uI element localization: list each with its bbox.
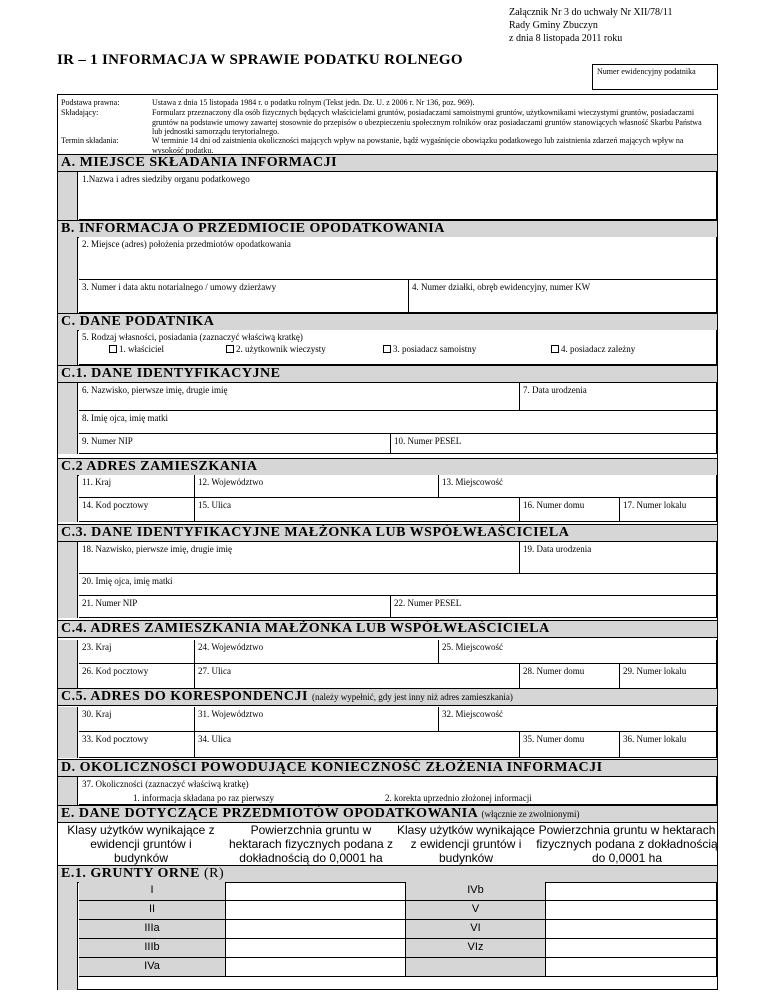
gutter [58, 475, 78, 522]
col-header-classes-right: Klasy użytków wynikające z ewidencji gruntów i budynków [396, 823, 536, 865]
section-c5-title: C.5. ADRES DO KORESPONDENCJI [61, 689, 308, 704]
class-cell: VIz [406, 939, 546, 958]
taxpayer-number-field[interactable] [592, 64, 718, 90]
notarial-act-label: 3. Numer i data aktu notarialnego / umowy dzierżawy [82, 282, 277, 292]
area-input[interactable] [546, 958, 717, 977]
section-c5-header [58, 688, 717, 706]
gutter [58, 542, 78, 618]
parents-names-label: 8. Imię ojca, imię matki [82, 413, 168, 423]
gutter [58, 640, 78, 690]
mail-apartment-number-field[interactable] [620, 732, 717, 758]
deadline-text: W terminie 14 dni od zaistnienia okoliczności mających wpływ na powstanie, bądź wygaśnięcie obowiązku podatkowego lub zaistnienia zdarzeń mających wpływ na wysokość podatku. [152, 136, 684, 155]
col-header-area-left: Powierzchnia gruntu w hektarach fizycznych podana z dokładnością do 0,0001 ha [228, 823, 394, 865]
submitter-text: Formularz przeznaczony dla osób fizycznych będących właścicielami gruntów, posiadaczami samoistnymi gruntów, użytkownikami wieczystymi gruntów, posiadaczami gruntów na podstawie umowy zawartej stosownie do przepisów o ubezpieczeniu społecznym rolników oraz posiadaczami gruntów stanowiących własność Skarbu Państwa lub jednostki samorządu terytorialnego. [152, 108, 702, 136]
checkbox-icon [551, 345, 559, 353]
spouse-locality-field[interactable] [439, 640, 717, 664]
gutter [58, 383, 78, 454]
section-b-header: B. INFORMACJA O PRZEDMIOCIE OPODATKOWANIA [58, 220, 717, 238]
plot-number-field[interactable] [409, 280, 717, 313]
postal-code-label: 14. Kod pocztowy [82, 500, 149, 510]
area-input[interactable] [226, 939, 406, 958]
parents-names-field[interactable] [79, 411, 717, 434]
area-input[interactable] [226, 882, 406, 901]
form-title: IR – 1 INFORMACJA W SPRAWIE PODATKU ROLNEGO [57, 52, 463, 68]
apartment-number-field[interactable] [620, 498, 717, 522]
section-c3-header: C.3. DANE IDENTYFIKACYJNE MAŁŻONKA LUB WSPÓŁWŁAŚCICIELA [58, 524, 717, 542]
deadline-label: Termin składania: [61, 136, 119, 145]
resolution-note-line1: Załącznik Nr 3 do uchwały Nr XII/78/11 [509, 7, 673, 18]
spouse-parents-field[interactable] [79, 574, 717, 596]
class-cell: IVa [79, 958, 226, 977]
country-field[interactable] [79, 475, 195, 498]
submitter-label: Składający: [61, 108, 99, 117]
legal-basis-label: Podstawa prawna: [61, 98, 120, 107]
legal-basis-text: Ustawa z dnia 15 listopada 1984 r. o podatku rolnym (Tekst jedn. Dz. U. z 2006 r. Nr 136, poz. 969). [152, 98, 475, 107]
section-c4-header: C.4. ADRES ZAMIESZKANIA MAŁŻONKA LUB WSPÓŁWŁAŚCICIELA [58, 620, 717, 638]
area-input[interactable] [226, 920, 406, 939]
property-location-label: 2. Miejsce (adres) położenia przedmiotów opodatkowania [82, 239, 291, 249]
nip-field[interactable] [79, 434, 391, 454]
mail-house-number-field[interactable] [520, 732, 620, 758]
checkbox-icon [383, 345, 391, 353]
section-e1-title: E.1. GRUNTY ORNE [61, 866, 200, 881]
checkbox-icon [109, 345, 117, 353]
mail-voivodeship-field[interactable] [195, 707, 439, 732]
apartment-number-label: 17. Numer lokalu [623, 500, 687, 510]
section-c5-note: (należy wypełnić, gdy jest inny niż adres zamieszkania) [311, 692, 513, 702]
spouse-apartment-number-field[interactable] [620, 664, 717, 690]
spouse-pesel-field[interactable] [391, 596, 717, 618]
resolution-note [509, 6, 672, 45]
class-cell: V [406, 901, 546, 920]
class-cell: II [79, 901, 226, 920]
mail-street-field[interactable] [195, 732, 520, 758]
full-name-field[interactable] [79, 383, 520, 411]
area-input[interactable] [546, 920, 717, 939]
voivodeship-field[interactable] [195, 475, 439, 498]
section-e1-code: (R) [203, 866, 225, 881]
spouse-street-label: 27. Ulica [198, 666, 231, 676]
spouse-street-field[interactable] [195, 664, 520, 690]
section-c1-header: C.1. DANE IDENTYFIKACYJNE [58, 365, 717, 383]
street-field[interactable] [195, 498, 520, 522]
circumstance-option-first[interactable]: 1. informacja składana po raz pierwszy [133, 793, 274, 803]
section-e-note: (włącznie ze zwolnionymi) [481, 809, 580, 819]
ownership-option-perpetual-user-label: 2. użytkownik wieczysty [236, 344, 326, 354]
area-input[interactable] [226, 958, 406, 977]
mail-street-label: 34. Ulica [198, 734, 231, 744]
ownership-option-dependent-holder[interactable] [551, 344, 635, 354]
house-number-label: 16. Numer domu [523, 500, 585, 510]
section-c2-header: C.2 ADRES ZAMIESZKANIA [58, 458, 717, 476]
mail-apartment-number-label: 36. Numer lokalu [623, 734, 687, 744]
ownership-option-independent-holder[interactable] [383, 344, 476, 354]
mail-locality-field[interactable] [439, 707, 717, 732]
spouse-name-field[interactable] [79, 542, 520, 574]
locality-field[interactable] [439, 475, 717, 498]
postal-code-field[interactable] [79, 498, 195, 522]
house-number-field[interactable] [520, 498, 620, 522]
gutter [58, 172, 78, 220]
class-cell: IIIa [79, 920, 226, 939]
voivodeship-label: 12. Województwo [198, 477, 264, 487]
birth-date-field[interactable] [520, 383, 717, 411]
plot-number-label: 4. Numer działki, obręb ewidencyjny, numer KW [412, 282, 591, 292]
gutter [58, 330, 78, 365]
circumstance-option-correction[interactable]: 2. korekta uprzednio złożonej informacji [385, 793, 532, 803]
gutter [58, 882, 78, 990]
col-header-classes-left: Klasy użytków wynikające z ewidencji gruntów i budynków [67, 823, 215, 865]
tax-office-label: 1.Nazwa i adres siedziby organu podatkowego [82, 174, 250, 184]
country-label: 11. Kraj [82, 477, 112, 487]
class-cell: I [79, 882, 226, 901]
taxpayer-number-label: Numer ewidencyjny podatnika [597, 67, 696, 76]
spouse-voivodeship-label: 24. Województwo [198, 642, 264, 652]
spouse-birth-date-label: 19. Data urodzenia [523, 544, 592, 554]
mail-postal-code-label: 33. Kod pocztowy [82, 734, 149, 744]
ownership-option-perpetual-user[interactable] [226, 344, 326, 354]
section-e-header [58, 805, 717, 823]
section-e-title: E. DANE DOTYCZĄCE PRZEDMIOTÓW OPODATKOWANIA [61, 806, 478, 821]
spouse-name-label: 18. Nazwisko, pierwsze imię, drugie imię [82, 544, 232, 554]
birth-date-label: 7. Data urodzenia [523, 385, 587, 395]
spouse-parents-label: 20. Imię ojca, imię matki [82, 576, 173, 586]
pesel-field[interactable] [391, 434, 717, 454]
area-input[interactable] [546, 939, 717, 958]
locality-label: 13. Miejscowość [442, 477, 503, 487]
resolution-note-line2: Rady Gminy Zbuczyn [509, 20, 598, 31]
mail-house-number-label: 35. Numer domu [523, 734, 585, 744]
section-e1-header [58, 865, 717, 883]
spouse-country-label: 23. Kraj [82, 642, 112, 652]
spouse-nip-field[interactable] [79, 596, 391, 618]
property-location-field[interactable] [79, 237, 717, 280]
mail-locality-label: 32. Miejscowość [442, 709, 503, 719]
checkbox-icon [226, 345, 234, 353]
area-input[interactable] [546, 882, 717, 901]
mail-postal-code-field[interactable] [79, 732, 195, 758]
class-cell: VI [406, 920, 546, 939]
gutter [58, 777, 78, 805]
area-input[interactable] [546, 901, 717, 920]
spouse-apartment-number-label: 29. Numer lokalu [623, 666, 687, 676]
spouse-country-field[interactable] [79, 640, 195, 664]
tax-office-field[interactable] [79, 172, 717, 220]
spouse-nip-label: 21. Numer NIP [82, 598, 138, 608]
class-cell [406, 958, 546, 977]
mail-country-field[interactable] [79, 707, 195, 732]
gutter [58, 237, 78, 313]
ownership-option-independent-holder-label: 3. posiadacz samoistny [393, 344, 477, 354]
col-header-area-right: Powierzchnia gruntu w hektarach fizycznych podana z dokładnością do 0,0001 ha [536, 823, 718, 865]
mail-voivodeship-label: 31. Województwo [198, 709, 264, 719]
street-label: 15. Ulica [198, 500, 231, 510]
section-c-header: C. DANE PODATNIKA [58, 313, 717, 331]
spouse-postal-code-label: 26. Kod pocztowy [82, 666, 149, 676]
class-cell: IIIb [79, 939, 226, 958]
spouse-house-number-label: 28. Numer domu [523, 666, 585, 676]
spouse-birth-date-field[interactable] [520, 542, 717, 574]
spouse-pesel-label: 22. Numer PESEL [394, 598, 462, 608]
spouse-voivodeship-field[interactable] [195, 640, 439, 664]
full-name-label: 6. Nazwisko, pierwsze imię, drugie imię [82, 385, 228, 395]
class-cell: IVb [406, 882, 546, 901]
notarial-act-field[interactable] [79, 280, 409, 313]
ownership-option-owner-label: 1. właściciel [119, 344, 164, 354]
ownership-option-dependent-holder-label: 4. posiadacz zależny [561, 344, 636, 354]
spouse-postal-code-field[interactable] [79, 664, 195, 690]
nip-label: 9. Numer NIP [82, 436, 133, 446]
spouse-locality-label: 25. Miejscowość [442, 642, 503, 652]
pesel-label: 10. Numer PESEL [394, 436, 462, 446]
ownership-option-owner[interactable] [109, 344, 164, 354]
area-input[interactable] [226, 901, 406, 920]
spouse-house-number-field[interactable] [520, 664, 620, 690]
section-d-header: D. OKOLICZNOŚCI POWODUJĄCE KONIECZNOŚĆ ZŁOŻENIA INFORMACJI [58, 759, 717, 777]
gutter [58, 707, 78, 758]
ownership-type-label: 5. Rodzaj własności, posiadania (zaznaczyć właściwą kratkę) [82, 332, 303, 342]
mail-country-label: 30. Kraj [82, 709, 112, 719]
section-a-header: A. MIEJSCE SKŁADANIA INFORMACJI [58, 154, 717, 172]
resolution-note-line3: z dnia 8 listopada 2011 roku [509, 33, 623, 44]
circumstances-label: 37. Okoliczności (zaznaczyć właściwą kratkę) [82, 779, 249, 789]
